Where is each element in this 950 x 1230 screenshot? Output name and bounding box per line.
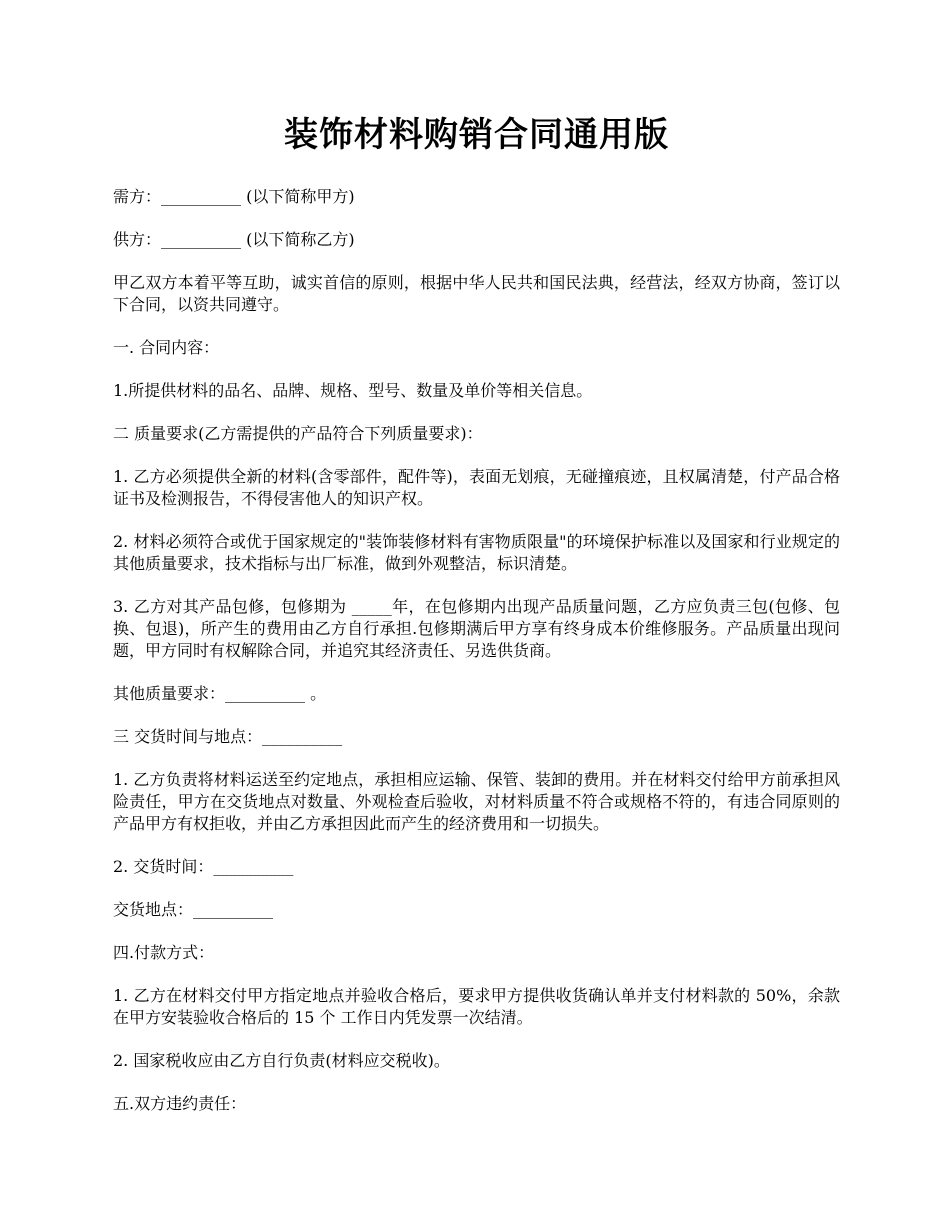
- paragraph-quality-3: 3. 乙方对其产品包修，包修期为 _____年，在包修期内出现产品质量问题，乙方应负责三包(包修、包换、包退)，所产生的费用由乙方自行承担.包修期满后甲方享有终身成本价维修服务。产品质量出现问题，甲方同时有权解除合同，并追究其经济责任、另选供货商。: [113, 597, 840, 660]
- section-heading-delivery: 三 交货时间与地点：__________: [113, 727, 343, 746]
- paragraph-delivery-1: 1. 乙方负责将材料运送至约定地点，承担相应运输、保管、装卸的费用。并在材料交付给甲方前承担风险责任，甲方在交货地点对数量、外观检查后验收，对材料质量不符合或规格不符的，有违合同原则的产品甲方有权拒收，并由乙方承担因此而产生的经济费用和一切损失。: [113, 770, 840, 833]
- paragraph-quality-2: 2. 材料必须符合或优于国家规定的"装饰装修材料有害物质限量"的环境保护标准以及国家和行业规定的其他质量要求，技术指标与出厂标准，做到外观整洁，标识清楚。: [113, 532, 840, 573]
- paragraph-other-quality: 其他质量要求：__________ 。: [113, 684, 327, 703]
- paragraph-supplier: 供方：__________ (以下简称乙方): [113, 230, 355, 249]
- document-title: 装饰材料购销合同通用版: [284, 115, 669, 155]
- paragraph-quality-1: 1. 乙方必须提供全新的材料(含零部件，配件等)，表面无划痕，无碰撞痕迹，且权属清楚，付产品合格证书及检测报告，不得侵害他人的知识产权。: [113, 467, 840, 508]
- paragraph-delivery-time: 2. 交货时间：__________: [113, 857, 294, 876]
- paragraph-payment-1: 1. 乙方在材料交付甲方指定地点并验收合格后，要求甲方提供收货确认单并支付材料款的 50%，余款在甲方安装验收合格后的 15 个 工作日内凭发票一次结清。: [113, 986, 840, 1027]
- section-heading-contract-content: 一. 合同内容：: [113, 338, 220, 357]
- paragraph-delivery-place: 交货地点：__________: [113, 900, 274, 919]
- paragraph-payment-2: 2. 国家税收应由乙方自行负责(材料应交税收)。: [113, 1051, 450, 1070]
- paragraph-material-info: 1.所提供材料的品名、品牌、规格、型号、数量及单价等相关信息。: [113, 381, 593, 400]
- section-heading-quality: 二 质量要求(乙方需提供的产品符合下列质量要求)：: [113, 424, 483, 443]
- paragraph-preamble: 甲乙双方本着平等互助，诚实首信的原则，根据中华人民共和国民法典，经营法，经双方协商，签订以下合同，以资共同遵守。: [113, 273, 840, 314]
- section-heading-payment: 四.付款方式：: [113, 943, 215, 962]
- section-heading-liability: 五.双方违约责任：: [113, 1094, 247, 1113]
- paragraph-buyer: 需方：__________ (以下简称甲方): [113, 187, 355, 206]
- document-page: [113, 110, 840, 1136]
